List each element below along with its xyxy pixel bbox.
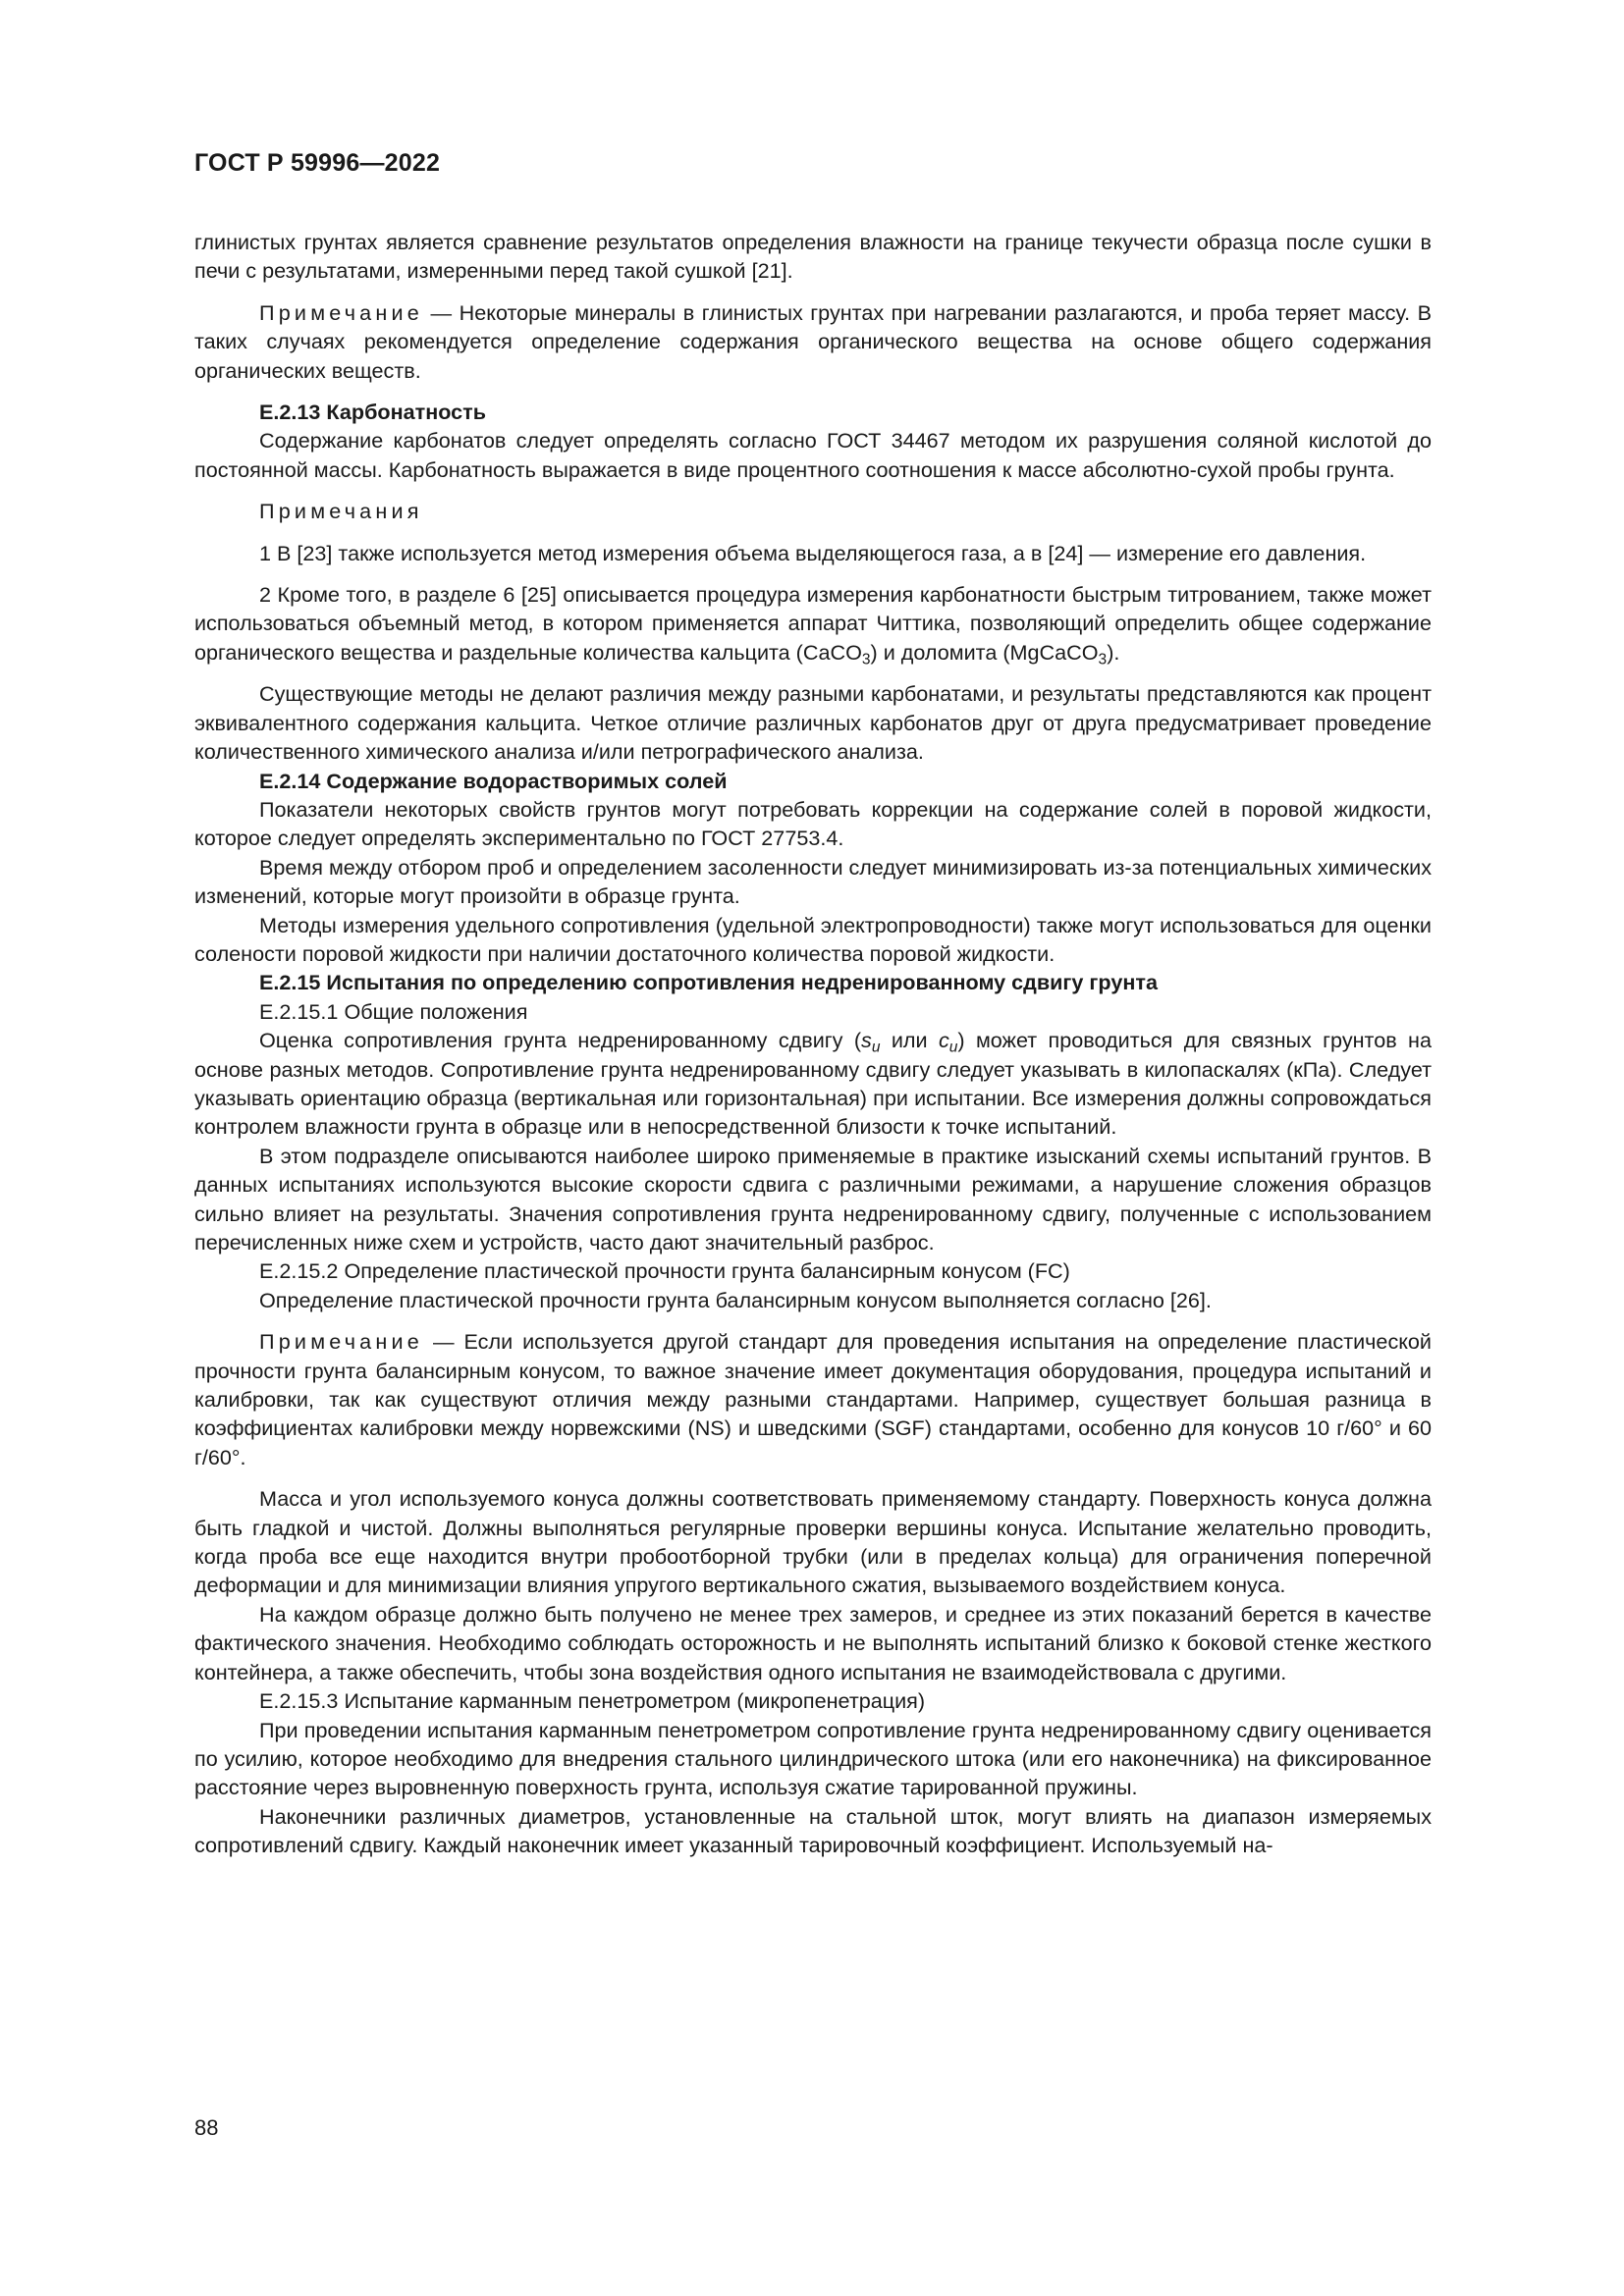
paragraph-e2151-text-a: Оценка сопротивления грунта недренированному сдвигу (	[259, 1028, 862, 1053]
document-header: ГОСТ Р 59996—2022	[194, 149, 441, 177]
word-or: или	[880, 1028, 939, 1053]
subsection-heading-e2152: Е.2.15.2 Определение пластической прочности грунта балансирным конусом (FC)	[259, 1258, 1070, 1284]
paragraph-e213: Содержание карбонатов следует определять согласно ГОСТ 34467 методом их разрушения соляной кислотой до постоянной массы. Карбонатность выражается в виде процентного соотношения к массе абсолютно-сухой пробы грунта.	[194, 428, 1432, 482]
paragraph-e214-1: Показатели некоторых свойств грунтов могут потребовать коррекции на содержание солей в поровой жидкости, которое следует определять экспериментально по ГОСТ 27753.4.	[194, 796, 1432, 851]
paragraph-e2152: Определение пластической прочности грунта балансирным конусом выполняется согласно [26].	[259, 1287, 1212, 1312]
note-item-2	[194, 580, 1432, 667]
note-1	[194, 298, 1432, 385]
paragraph-methods: Существующие методы не делают различия между разными карбонатами, и результаты представляются как процент эквивалентного содержания кальцита. Четкое отличие различных карбонатов друг от друга предусматривает проведение количественного химического анализа и/или петрографического анализа.	[194, 681, 1432, 765]
note-text: — Некоторые минералы в глинистых грунтах при нагревании разлагаются, и проба теряет массу. В таких случаях рекомендуется определение содержания органического вещества на основе общего содержания органических веществ.	[194, 299, 1432, 383]
subsection-heading-e2151: Е.2.15.1 Общие положения	[259, 998, 528, 1024]
subscript: 3	[1098, 651, 1108, 668]
paragraph-cone-1: Масса и угол используемого конуса должны соответствовать применяемому стандарту. Поверхность конуса должна быть гладкой и чистой. Должны выполняться регулярные проверки вершины конуса. Испытание желательно проводить, когда проба все еще находится внутри пробоотборной трубки (или в пределах кольца) для ограничения поперечной деформации и для минимизации влияния упругого вертикального сжатия, вызываемого воздействием конуса.	[194, 1486, 1432, 1598]
symbol-s: s	[861, 1028, 872, 1053]
paragraph-e2151-1	[194, 1026, 1432, 1142]
paragraph-e2151-2: В этом подразделе описываются наиболее широко применяемые в практике изысканий схемы испытаний грунтов. В данных испытаниях используются высокие скорости сдвига с различными режимами, а нарушение сложения образцов сильно влияет на результаты. Значения сопротивления грунта недренированному сдвигу, полученные с использованием перечисленных ниже схем и устройств, часто дают значительный разброс.	[194, 1143, 1432, 1255]
paragraph-e214-2: Время между отбором проб и определением засоленности следует минимизировать из-за потенциальных химических изменений, которые могут произойти в образце грунта.	[194, 854, 1433, 909]
paragraph-e2153-2: Наконечники различных диаметров, установленные на стальной шток, могут влиять на диапазон измеряемых сопротивлений сдвигу. Каждый наконечник имеет указанный тарировочный коэффициент. Используемый на-	[194, 1803, 1432, 1858]
section-heading-e213: Е.2.13 Карбонатность	[259, 400, 487, 425]
notes-label: Примечания	[259, 499, 423, 524]
paragraph-e2153-1: При проведении испытания карманным пенетрометром сопротивление грунта недренированному сдвигу оценивается по усилию, которое необходимо для внедрения стального цилиндрического штока (или его наконечника) на фиксированное расстояние через выровненную поверхность грунта, используя сжатие тарированной пружины.	[194, 1717, 1432, 1800]
note-item-2-text-c: ).	[1107, 639, 1120, 665]
paragraph-cone-2: На каждом образце должно быть получено не менее трех замеров, и среднее из этих показаний берется в качестве фактического значения. Необходимо соблюдать осторожность и не выполнять испытаний близко к боковой стенке жесткого контейнера, а также обеспечить, чтобы зона воздействия одного испытания не взаимодействовала с другими.	[194, 1601, 1432, 1684]
symbol-u: u	[948, 1039, 958, 1056]
note-item-2-text-a: 2 Кроме того, в разделе 6 [25] описывается процедура измерения карбонатности быстрым титрованием, также может использоваться объемный метод, в котором применяется аппарат Читтика, позволяющий определить общее содержание органического вещества и раздельные количества кальцита (CaCO	[194, 582, 1432, 665]
note-item-1: 1 В [23] также используется метод измерения объема выделяющегося газа, а в [24] — измерение его давления.	[259, 540, 1367, 565]
section-heading-e214: Е.2.14 Содержание водорастворимых солей	[259, 768, 728, 793]
paragraph-continuation: глинистых грунтах является сравнение результатов определения влажности на границе текучести образца после сушки в печи с результатами, измеренными перед такой сушкой [21].	[194, 230, 1432, 284]
note-text: — Если используется другой стандарт для проведения испытания на определение пластической прочности грунта балансирным конусом, то важное значение имеет документация оборудования, процедура испытаний и калибровки, так как существуют отличия между разными стандартами. Например, существует большая разница в коэффициентах калибровки между норвежскими (NS) и шведскими (SGF) стандартами, особенно для конусов 10 г/60° и 60 г/60°.	[194, 1329, 1432, 1469]
note-item-2-text-b: ) и доломита (MgCaCO	[870, 639, 1099, 665]
note-3	[194, 1327, 1432, 1471]
symbol-u: u	[871, 1039, 881, 1056]
note-label: Примечание	[259, 299, 423, 325]
subscript: 3	[861, 651, 871, 668]
section-heading-e215: Е.2.15 Испытания по определению сопротивления недренированному сдвигу грунта	[259, 970, 1158, 995]
symbol-c: c	[938, 1028, 949, 1053]
page-number: 88	[194, 2115, 219, 2140]
paragraph-e2151-text-b: ) может проводиться для связных грунтов на основе разных методов. Сопротивление грунта недренированному сдвигу следует указывать в килопаскалях (кПа). Следует указывать ориентацию образца (вертикальная или горизонтальная) при испытании. Все измерения должны сопровождаться контролем влажности грунта в образце или в непосредственной близости к точке испытаний.	[194, 1028, 1432, 1140]
note-label: Примечание	[259, 1329, 423, 1355]
subsection-heading-e2153: Е.2.15.3 Испытание карманным пенетрометром (микропенетрация)	[259, 1688, 926, 1714]
paragraph-e214-3: Методы измерения удельного сопротивления (удельной электропроводности) также могут использоваться для оценки солености поровой жидкости при наличии достаточного количества поровой жидкости.	[194, 912, 1432, 966]
page-body	[194, 228, 1432, 1860]
